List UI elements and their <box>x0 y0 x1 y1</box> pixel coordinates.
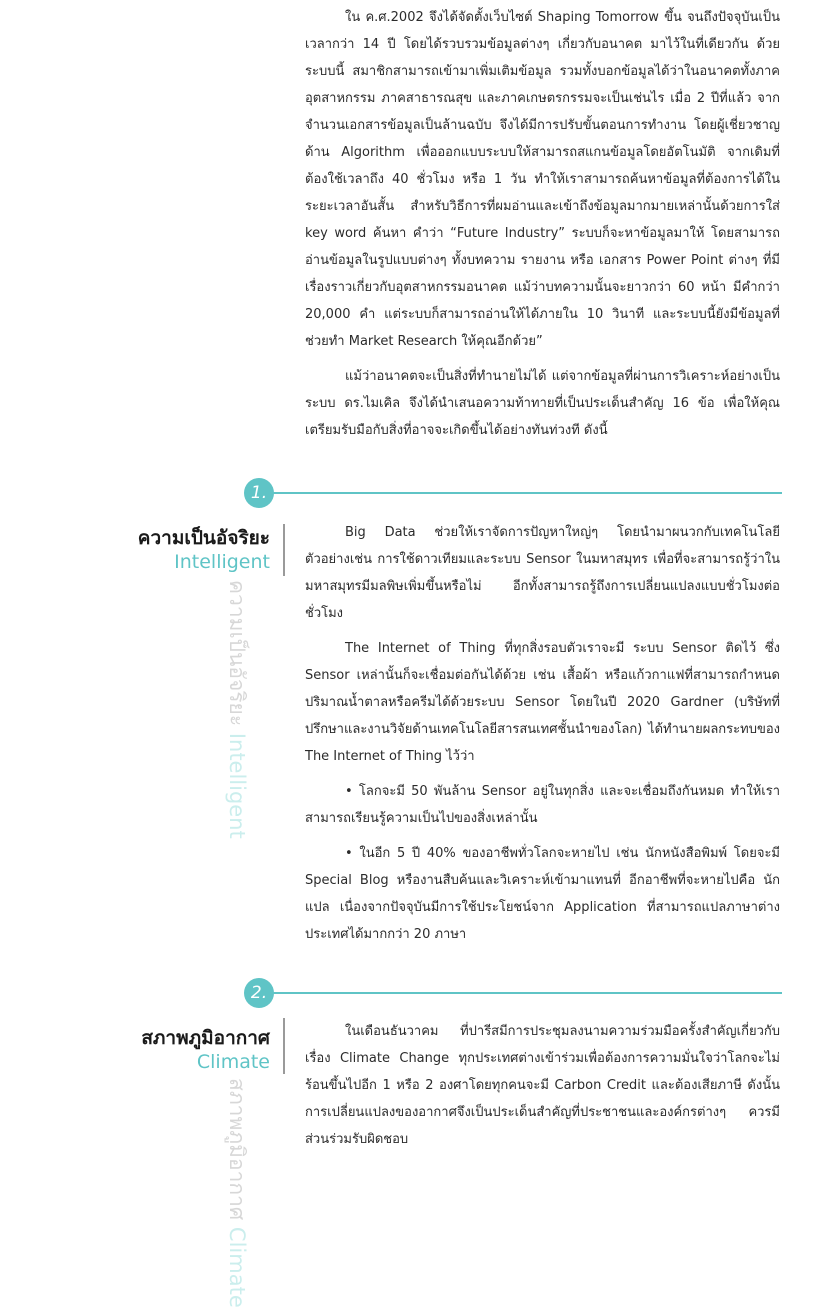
section-title-english: Climate <box>196 1051 270 1073</box>
section-number-badge: 1. <box>244 478 274 508</box>
section-vertical-watermark <box>226 1078 248 1308</box>
section-title-thai: ความเป็นอัจริยะ <box>137 527 270 549</box>
section-paragraph: The Internet of Thing ที่ทุกสิ่งรอบตัวเราจะมี ระบบ Sensor ติดไว้ ซึ่ง Sensor เหล่านั้นก็จะเชื่อมต่อกันได้ด้วย เช่น เสื้อผ้า หรือแก้วกาแฟที่สามารถกำหนดปริมาณน้ำตาลหรือครีมได้ด้วยระบบ Sensor โดยในปี 2020 Gardner (บริษัทที่ปรึกษาและงานวิจัยด้านเทคโนโลยีสารสนเทศชั้นนำของโลก) ได้ทำนายผลกระทบของ The Internet of Thing ไว้ว่า <box>305 641 780 764</box>
section-body <box>305 1018 780 1161</box>
intro-text <box>305 4 780 452</box>
section-title-bar <box>283 524 285 576</box>
section-body <box>305 519 780 956</box>
section-number-badge: 2. <box>244 978 274 1008</box>
section-title-thai: สภาพภูมิอากาศ <box>141 1027 270 1049</box>
section-title-bar <box>283 1018 285 1074</box>
section-title <box>138 526 270 574</box>
section-paragraph: ในเดือนธันวาคม ที่ปารีสมีการประชุมลงนามความร่วมมือครั้งสำคัญเกี่ยวกับเรื่อง Climate Change ทุกประเทศต่างเข้าร่วมเพื่อต้องการความมั่นใจว่าโลกจะไม่ร้อนขึ้นไปอีก 1 หรือ 2 องศาโดยทุกคนจะมี Carbon Credit และต้องเสียภาษี ดังนั้น การเปลี่ยนแปลงของอากาศจึงเป็นประเด็นสำคัญที่ประชาชนและองค์กรต่างๆ ควรมีส่วนร่วมรับผิดชอบ <box>305 1024 780 1147</box>
watermark-english: Intelligent <box>225 732 249 839</box>
section-paragraph: Big Data ช่วยให้เราจัดการปัญหาใหญ่ๆ โดยนำมาผนวกกับเทคโนโลยี ตัวอย่างเช่น การใช้ดาวเทียมและระบบ Sensor ในมหาสมุทร เพื่อที่จะสามารถรู้ว่าในมหาสมุทรมีมลพิษเพิ่มขึ้นหรือไม่ อีกทั้งสามารถรู้ถึงการเปลี่ยนแปลงแบบชั่วโมงต่อชั่วโมง <box>305 525 780 621</box>
section-vertical-watermark <box>226 580 248 839</box>
bullet-item: • ในอีก 5 ปี 40% ของอาชีพทั่วโลกจะหายไป เช่น นักหนังสือพิมพ์ โดยจะมี Special Blog หรืองานสืบค้นและวิเคราะห์เข้ามาแทนที่ อีกอาชีพที่จะหายไปคือ นักแปล เนื่องจากปัจจุบันมีการใช้ประโยชน์จาก Application ที่สามารถแปลภาษาต่างประเทศได้มากกว่า 20 ภาษา <box>305 846 780 942</box>
watermark-thai: สภาพภูมิอากาศ <box>225 1078 249 1221</box>
section-divider-line <box>258 492 782 494</box>
section-divider-line <box>258 992 782 994</box>
watermark-english: Climate <box>225 1226 249 1308</box>
section-title-english: Intelligent <box>174 551 270 573</box>
section-title <box>141 1026 270 1074</box>
bullet-item: • โลกจะมี 50 พันล้าน Sensor อยู่ในทุกสิ่ง และจะเชื่อมถึงกันหมด ทำให้เราสามารถเรียนรู้ความเป็นไปของสิ่งเหล่านั้น <box>305 784 780 826</box>
intro-paragraph: แม้ว่าอนาคตจะเป็นสิ่งที่ทำนายไม่ได้ แต่จากข้อมูลที่ผ่านการวิเคราะห์อย่างเป็นระบบ ดร.ไมเคิล จึงได้นำเสนอความท้าทายที่เป็นประเด็นสำคัญ 16 ข้อ เพื่อให้คุณเตรียมรับมือกับสิ่งที่อาจจะเกิดขึ้นได้อย่างทันท่วงที ดังนี้ <box>305 369 780 438</box>
watermark-thai: ความเป็นอัจริยะ <box>225 580 249 727</box>
intro-paragraph: ใน ค.ศ.2002 จึงได้จัดตั้งเว็บไซต์ Shaping Tomorrow ขึ้น จนถึงปัจจุบันเป็นเวลากว่า 14 ปี โดยได้รวบรวมข้อมูลต่างๆ เกี่ยวกับอนาคต มาไว้ในที่เดียวกัน ด้วยระบบนี้ สมาชิกสามารถเข้ามาเพิ่มเติมข้อมูล รวมทั้งบอกข้อมูลได้ว่าในอนาคตทั้งภาคอุตสาหกรรม ภาคสาธารณสุข และภาคเกษตรกรรมจะเป็นเช่นไร เมื่อ 2 ปีที่แล้ว จากจำนวนเอกสารข้อมูลเป็นล้านฉบับ จึงได้มีการปรับขั้นตอนการทำงาน โดยผู้เชี่ยวชาญด้าน Algorithm เพื่อออกแบบระบบให้สามารถสแกนข้อมูลโดยอัตโนมัติ จากเดิมที่ต้องใช้เวลาถึง 40 ชั่วโมง หรือ 1 วัน ทำให้เราสามารถค้นหาข้อมูลที่ต้องการได้ในระยะเวลาอันสั้น สำหรับวิธีการที่ผมอ่านและเข้าถึงข้อมูลมากมายเหล่านั้นด้วยการใส่ key word ค้นหา คำว่า “Future Industry” ระบบก็จะหาข้อมูลมาให้ โดยสามารถอ่านข้อมูลในรูปแบบต่างๆ ทั้งบทความ รายงาน หรือ เอกสาร Power Point ต่างๆ ที่มีเรื่องราวเกี่ยวกับอุตสาหกรรมอนาคต แม้ว่าบทความนั้นจะยาวกว่า 60 หน้า มีคำกว่า 20,000 คำ แต่ระบบก็สามารถอ่านให้ได้ภายใน 10 วินาที และระบบนี้ยังมีข้อมูลที่ช่วยทำ Market Research ให้คุณอีกด้วย” <box>305 10 780 349</box>
